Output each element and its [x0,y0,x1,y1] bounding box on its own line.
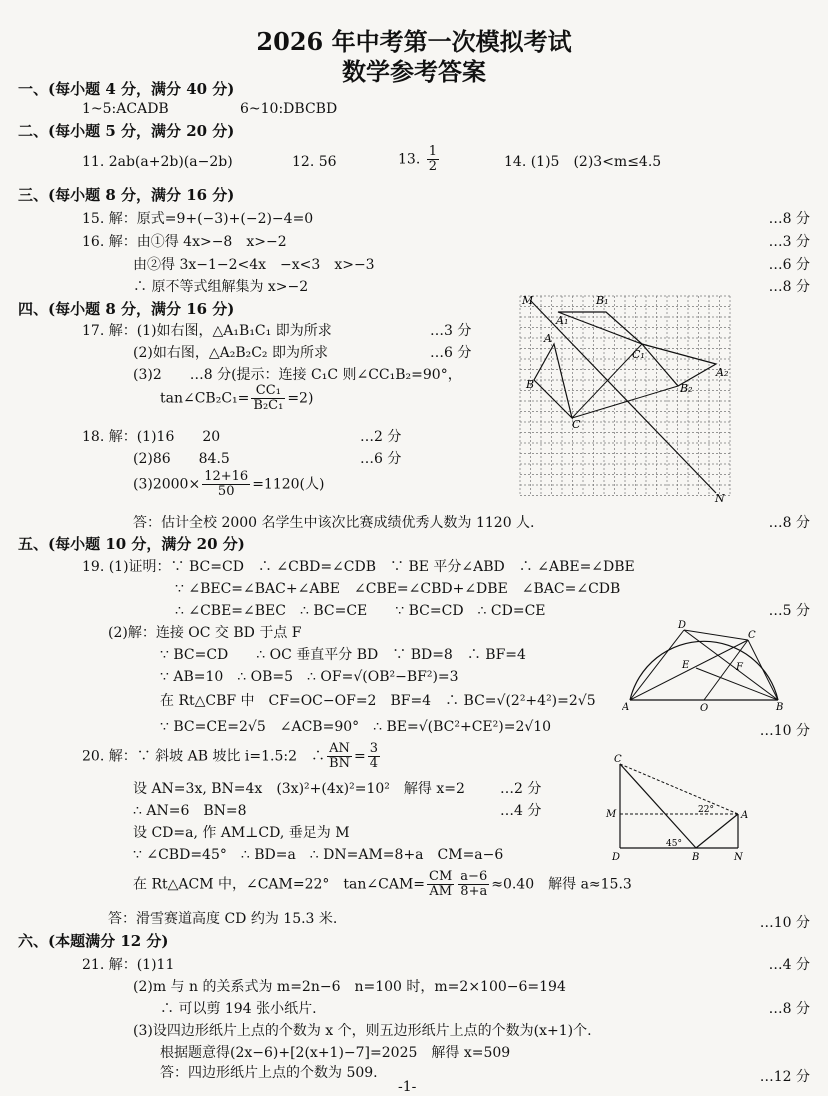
q20-line-5: ∵ ∠CBD=45° ∴ BD=a ∴ DN=AM=8+a CM=a−6 [133,847,504,863]
q15-line: 15. 解：原式=9+(−3)+(−2)−4=0 [82,211,314,227]
q19-line-2: ∵ ∠BEC=∠BAC+∠ABE ∠CBE=∠CBD+∠DBE ∠BAC=∠CDB [175,581,621,597]
q17-line-2: (2)如右图，△A₂B₂C₂ 即为所求 [133,345,328,361]
q21-line-5: 根据题意得(2x−6)+[2(x+1)−7]=2025 解得 x=509 [160,1045,511,1061]
label-a: A [741,810,749,821]
label-c: C [572,418,581,431]
label-c1: C₁ [632,348,645,361]
answer-13-label: 13. [398,151,421,168]
label-c: C [748,630,756,641]
q17-line-3: (3)2 …8 分(提示：连接 C₁C 则∠CC₁B₂=90°， [133,367,462,383]
line-ca [620,764,738,814]
label-a: A [622,702,630,712]
frac-num: AN [327,742,352,757]
label-d: D [612,852,621,863]
label-b2: B₂ [680,382,693,395]
answer-12: 12. 56 [292,154,337,170]
q18-fraction [202,470,250,499]
grid-lines [520,296,730,496]
q19-line-8: ∵ BC=CE=2√5 ∠ACB=90° ∴ BE=√(BC²+CE²)=2√10 [160,719,552,735]
q16-score-1: …3 分 [768,234,810,250]
q21-score-2: …8 分 [768,1001,810,1017]
exam-title: 2026 年中考第一次模拟考试 [256,27,572,56]
line-ab [696,814,738,848]
q20-score-1: …2 分 [500,781,542,797]
q18-score-2: …6 分 [360,451,402,467]
q17-score-1: …3 分 [430,323,472,339]
q18-score-3: …8 分 [768,515,810,531]
label-m: M [606,809,617,820]
label-n: N [715,492,725,505]
q19-line-4: (2)解：连接 OC 交 BD 于点 F [108,625,302,641]
q16-score-3: …8 分 [768,279,810,295]
section-4-heading: 四、(每小题 8 分，满分 16 分) [18,300,235,318]
label-b1: B₁ [596,294,609,307]
q20-line-4: 设 CD=a, 作 AM⊥CD, 垂足为 M [133,825,350,841]
answers-6-10: 6~10:DBCBD [240,101,338,117]
answer-14: 14. (1)5 (2)3<m≤4.5 [504,154,662,170]
q20-tan-post: ≈0.40 解得 a≈15.3 [491,876,632,893]
section-2-heading: 二、(每小题 5 分，满分 20 分) [18,122,235,140]
angle-45: 45° [666,839,682,849]
page-number: -1- [398,1079,417,1095]
q18-calc-post: =1120(人) [252,476,325,493]
label-c: C [614,754,622,765]
label-o: O [700,703,709,712]
q20-fraction-1 [327,742,352,771]
q20-answer: 答：滑雪赛道高度 CD 约为 15.3 米. [108,911,338,927]
label-a2: A₂ [716,366,729,379]
answer-title: 数学参考答案 [342,57,486,86]
q19-line-5: ∵ BC=CD ∴ OC 垂直平分 BD ∵ BD=8 ∴ BF=4 [160,647,526,663]
q17-tan-pre: tan∠CB₂C₁= [160,390,250,407]
frac-num: 12+16 [204,469,249,484]
q16-line-3: ∴ 原不等式组解集为 x>−2 [133,279,309,295]
frac-den: 8+a [460,884,488,899]
q20-score-3: …10 分 [759,915,810,931]
q19-line-7: 在 Rt△CBF 中 CF=OC−OF=2 BF=4 ∴ BC=√(2²+4²)=2√5 [160,693,596,709]
q17-line-1: 17. 解：(1)如右图，△A₁B₁C₁ 即为所求 [82,323,332,339]
q18-answer: 答：估计全校 2000 名学生中该次比赛成绩优秀人数为 1120 人. [133,515,535,531]
frac-den: 2 [428,159,437,174]
q20-line-6 [133,870,632,899]
q16-line-2: 由②得 3x−1−2<4x −x<3 x>−3 [133,257,375,273]
frac-den: 50 [217,484,235,499]
q17-tan-post: =2) [287,390,314,407]
frac-num: 3 [369,741,378,756]
label-e: E [682,660,690,671]
q19-score-2: …10 分 [759,723,810,739]
section-1-heading: 一、(每小题 4 分，满分 40 分) [18,80,235,98]
q15-score: …8 分 [768,211,810,227]
chord-bc [748,640,778,700]
q21-line-2: (2)m 与 n 的关系式为 m=2n−6 n=100 时，m=2×100−6=194 [133,979,566,995]
q18-score-1: …2 分 [360,429,402,445]
answer-11: 11. 2ab(a+2b)(a−2b) [82,154,233,170]
q16-line-1: 16. 解：由①得 4x>−8 x>−2 [82,234,287,250]
grid-figure [512,288,744,508]
angle-22: 22° [698,805,714,815]
label-b: B [526,378,535,391]
answer-13 [398,145,441,174]
q19-line-1: 19. (1)证明：∵ BC=CD ∴ ∠CBD=∠CDB ∵ BE 平分∠ABD ∴ ∠ABE=∠DBE [82,559,635,575]
frac-den: AM [429,884,453,899]
chord-ad [630,630,684,700]
frac-den: 4 [369,756,378,771]
q21-score-1: …4 分 [768,957,810,973]
q21-score-3: …12 分 [759,1069,810,1085]
q20-equals: = [353,748,366,765]
label-n: N [734,852,743,863]
q21-line-4: (3)设四边形纸片上点的个数为 x 个，则五边形纸片上点的个数为(x+1)个. [133,1023,592,1039]
q21-line-1: 21. 解：(1)11 [82,957,175,973]
label-f: F [736,662,743,673]
q18-calc-pre: (3)2000× [133,476,201,493]
q21-line-3: ∴ 可以剪 194 张小纸片. [160,1001,317,1017]
section-3-heading: 三、(每小题 8 分，满分 16 分) [18,186,235,204]
q19-line-3: ∴ ∠CBE=∠BEC ∴ BC=CE ∵ BC=CD ∴ CD=CE [175,603,546,619]
label-m: M [522,294,534,307]
answers-1-5: 1~5:ACADB [82,101,169,117]
q20-pre: 20. 解：∵ 斜坡 AB 坡比 i=1.5:2 ∴ [82,748,326,765]
frac-num: a−6 [460,869,488,884]
q18-line-1: 18. 解：(1)16 20 [82,429,221,445]
frac-den: BN [329,756,350,771]
q20-fraction-3 [427,870,454,899]
q18-line-2: (2)86 84.5 [133,451,230,467]
frac-den: B₂C₁ [253,398,284,413]
q20-tan-pre: 在 Rt△ACM 中，∠CAM=22° tan∠CAM= [133,876,426,893]
q17-fraction [251,384,285,413]
q16-score-2: …6 分 [768,257,810,273]
q19-line-6: ∵ AB=10 ∴ OB=5 ∴ OF=√(OB²−BF²)=3 [160,669,459,685]
chord-cd [684,630,748,640]
q20-fraction-4 [458,870,489,899]
frac-num: CC₁ [251,384,285,399]
label-a1: A₁ [556,314,569,327]
answer-13-fraction [427,145,439,174]
q20-line-2: 设 AN=3x, BN=4x (3x)²+(4x)²=10² 解得 x=2 [133,781,465,797]
section-6-heading: 六、(本题满分 12 分) [18,932,169,950]
q21-line-6: 答：四边形纸片上点的个数为 509. [160,1065,378,1081]
slope-figure [600,752,760,864]
label-d: D [678,620,687,631]
q20-line-1 [82,742,382,771]
q20-fraction-2 [368,742,380,771]
section-5-heading: 五、(每小题 10 分，满分 20 分) [18,535,245,553]
q17-line-4 [160,384,313,413]
semicircle-figure [622,618,786,712]
triangle-abc [534,344,572,418]
frac-num: 1 [428,144,437,159]
q20-line-3: ∴ AN=6 BN=8 [133,803,247,819]
q17-score-2: …6 分 [430,345,472,361]
q18-line-3 [133,470,324,499]
q20-score-2: …4 分 [500,803,542,819]
label-a: A [544,332,552,345]
line-cb [620,764,696,848]
label-b: B [776,702,784,712]
label-b: B [692,852,700,863]
frac-num: CM [429,869,453,884]
q19-score-1: …5 分 [768,603,810,619]
